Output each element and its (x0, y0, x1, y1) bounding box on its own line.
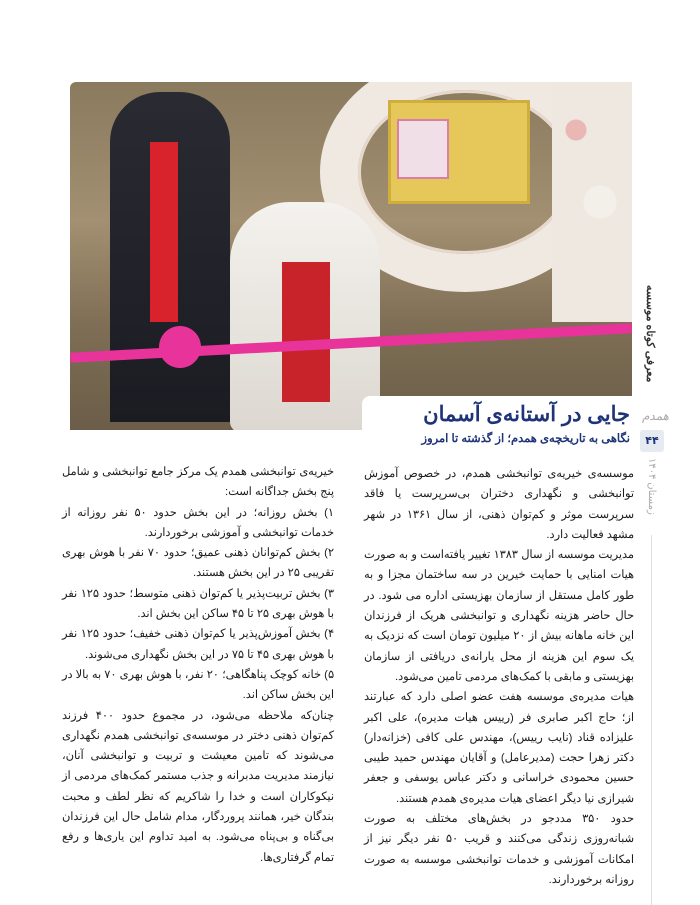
paragraph: هیات مدیره‌ی موسسه هفت عضو اصلی دارد که عبارتند از؛ حاج اکبر صابری فر (رییس هیات مدیره)، علی اکبر علیزاده قناد (نایب رییس)، مهندس علی کافی (خزانه‌دار) دکتر زهرا حجت (مدیرعامل) و آقایان مهندس حمید طیبی حسین محمودی خراسانی و دکتر عباس یوسفی و جعفر شیرازی نیا دیگر اعضای هیات مدیره‌ی همدم هستند. (364, 691, 634, 805)
red-vest (282, 262, 330, 402)
paragraph: حدود ۳۵۰ مددجو در بخش‌های مختلف به صورت شبانه‌روزی زندگی می‌کنند و قریب ۵۰ نفر دیگر نیز از امکانات آموزشی و خدمات توانبخشی موسسه به صورت روزانه برخوردارند. (364, 813, 634, 886)
paragraph: خیریه‌ی توانبخشی همدم یک مرکز جامع توانبخشی و شامل پنج بخش جداگانه است: (62, 466, 334, 499)
seated-woman (230, 202, 380, 430)
article-photo (70, 82, 632, 430)
sidebar (640, 285, 670, 900)
list-item: ۱) بخش روزانه؛ در این بخش حدود ۵۰ نفر روزانه از خدمات توانبخشی و آموزشی برخوردارند. (62, 506, 334, 539)
paragraph: چنان‌که ملاحظه می‌شود، در مجموع حدود ۴۰۰ فرزند کم‌توان ذهنی دختر در موسسه‌ی توانبخشی همدم نگهداری می‌شوند که تامین معیشت و تربیت و توانبخشی آنان، نیازمند مدیریت مدبرانه و جذب مستمر کمک‌های مردمی از نیکوکاران است و خدا را شاکریم که نظر لطف و محبت بندگان خیر، همانند پروردگار، مدام شامل حال این فرزندان بی‌گناه و بی‌پناه می‌شود. به امید تداوم این یاری‌ها و رفع تمام گرفتاری‌ها. (62, 709, 334, 864)
section-label: معرفی کوتاه موسسه (644, 285, 656, 383)
page-number: ۴۴ (640, 430, 664, 452)
title-box (362, 396, 634, 458)
article-title: جایی در آستانه‌ی آسمان (423, 403, 630, 426)
flower-arrangement (552, 82, 632, 322)
paragraph: موسسه‌ی خیریه‌ی توانبخشی همدم، در خصوص آموزش توانبخشی و نگهداری دختران بی‌سرپرست یا فاقد سرپرست موثر و کم‌توان ذهنی، از سال ۱۳۶۱ در شهر مشهد فعالیت دارد. (364, 468, 635, 541)
paragraph: مدیریت موسسه از سال ۱۳۸۳ تغییر یافته‌است و به صورت هیات امنایی با حمایت خیرین در سه ساختمان مجزا و به طور کامل مستقل از سازمان بهزیستی اداره می شود. در حال حاضر هزینه نگهداری و توانبخشی هریک از فرزندان این خانه ماهانه بیش از ۲۰ میلیون تومان است که نزدیک به یک سوم این هزینه از محل یارانه‌ی دریافتی از سازمان بهزیستی و مابقی با کمک‌های مردمی تامین می‌شود. (364, 549, 634, 683)
left-column (62, 462, 334, 868)
ribbon-bow (145, 317, 215, 377)
sign-board (388, 100, 530, 204)
sign-card (397, 119, 449, 179)
list-item: ۲) بخش کم‌توانان ذهنی عمیق؛ حدود ۷۰ نفر با هوش بهری تقریبی ۲۵ در این بخش هستند. (62, 547, 334, 580)
red-scarf (150, 142, 178, 322)
list-item: ۵) خانه کوچک پناهگاهی؛ ۲۰ نفر، با هوش بهری ۷۰ به بالا در این بخش ساکن اند. (62, 668, 335, 702)
list-item: ۴) بخش آموزش‌پذیر یا کم‌توان ذهنی خفیف؛ حدود ۱۲۵ نفر با هوش بهری ۴۵ تا ۷۵ در این بخش نگهداری می‌شوند. (62, 628, 335, 661)
right-column (364, 464, 634, 890)
issue-date: زمستان ۱۴۰۴ (646, 458, 657, 515)
hamdam-logo: همدم (642, 409, 669, 423)
divider (651, 535, 652, 905)
list-item: ۳) بخش تربیت‌پذیر یا کم‌توان ذهنی متوسط؛ حدود ۱۲۵ نفر با هوش بهری ۲۵ تا ۴۵ ساکن این بخش اند. (62, 587, 334, 621)
article-subtitle: نگاهی به تاریخچه‌ی همدم؛ از گذشته تا امروز (421, 433, 630, 445)
